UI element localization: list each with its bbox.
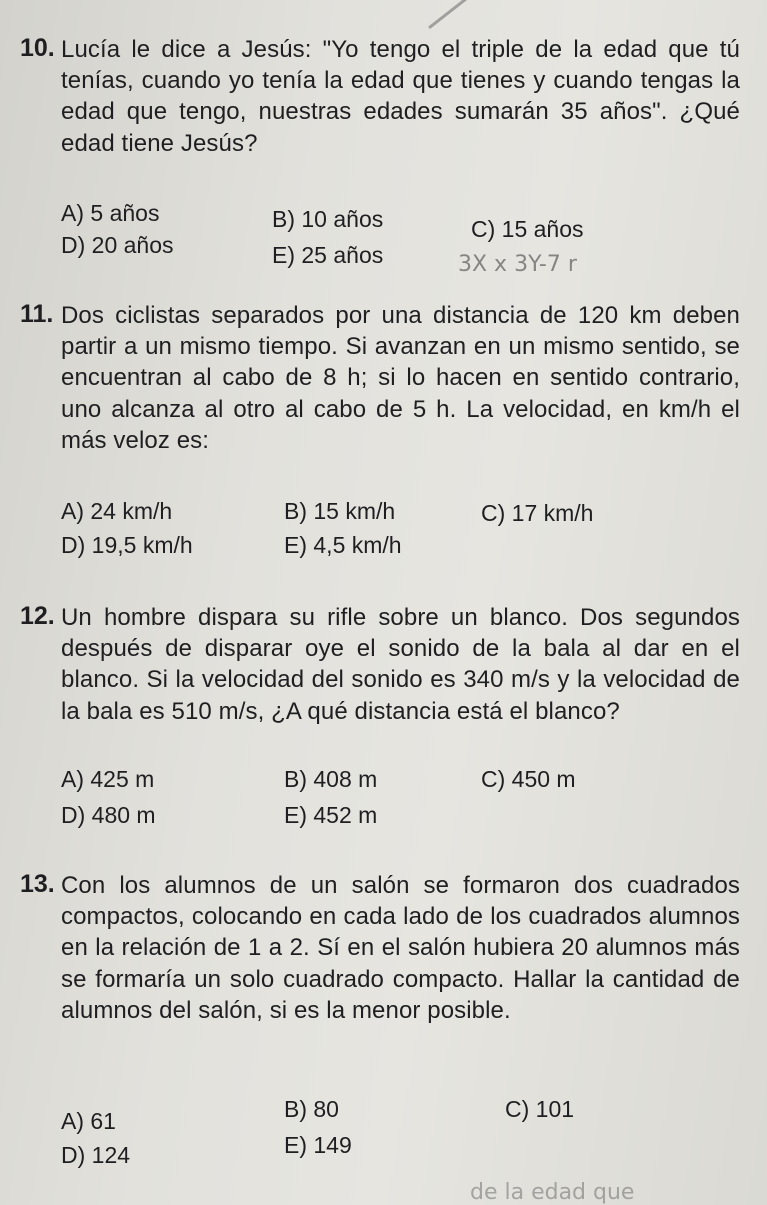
option-c: C) 450 m [481,766,576,792]
question-number: 10. [20,34,55,62]
option-b: B) 10 años [272,206,384,232]
question-10 [20,34,740,284]
option-c: C) 17 km/h [481,500,594,526]
option-b: B) 408 m [284,766,378,792]
handwritten-note: 3X x 3Y-7 r [458,252,577,277]
option-a: A) 24 km/h [61,498,173,524]
option-d: D) 124 [61,1142,131,1168]
option-e: E) 149 [284,1132,352,1158]
option-d: D) 20 años [61,232,174,258]
question-number: 12. [20,602,55,630]
question-number: 11. [20,300,54,328]
question-text: Con los alumnos de un salón se formaron dos cuadrados compactos, colocando en cada lado de los cuadrados alumnos en la relación de 1 a 2. Sí en el salón hubiera 20 alumnos más se formaría un solo cuadrado compacto. Hallar la cantidad de alumnos del salón, si es la menor posible. [61,872,740,1024]
option-d: D) 19,5 km/h [61,532,193,558]
option-a: A) 425 m [61,766,155,792]
question-number: 13. [20,870,55,898]
option-a: A) 61 [61,1108,116,1134]
option-e: E) 452 m [284,802,378,828]
option-b: B) 15 km/h [284,498,396,524]
option-c: C) 101 [505,1096,575,1122]
option-e: E) 4,5 km/h [284,532,402,558]
option-e: E) 25 años [272,242,384,268]
pencil-mark [412,0,477,29]
handwritten-bottom-note: de la edad que [470,1180,635,1205]
option-c: C) 15 años [471,216,584,242]
option-a: A) 5 años [61,200,160,226]
option-d: D) 480 m [61,802,156,828]
question-12 [20,602,740,842]
question-text: Dos ciclistas separados por una distancia de 120 km deben partir a un mismo tiempo. Si avanzan en un mismo sentido, se encuentran al cabo de 8 h; si lo hacen en sentido contrario, uno alcanza al otro al cabo de 5 h. La velocidad, en km/h el más veloz es: [61,302,740,454]
question-13 [20,870,740,1180]
question-text: Un hombre dispara su rifle sobre un blanco. Dos segundos después de disparar oye el sonido de la bala al dar en el blanco. Si la velocidad del sonido es 340 m/s y la velocidad de la bala es 510 m/s, ¿A qué distancia está el blanco? [61,604,740,725]
question-text: Lucía le dice a Jesús: "Yo tengo el triple de la edad que tú tenías, cuando yo tenía la edad que tienes y cuando tengas la edad que tengo, nuestras edades sumarán 35 años". ¿Qué edad tiene Jesús? [61,36,740,157]
option-b: B) 80 [284,1096,339,1122]
question-11 [20,300,740,560]
